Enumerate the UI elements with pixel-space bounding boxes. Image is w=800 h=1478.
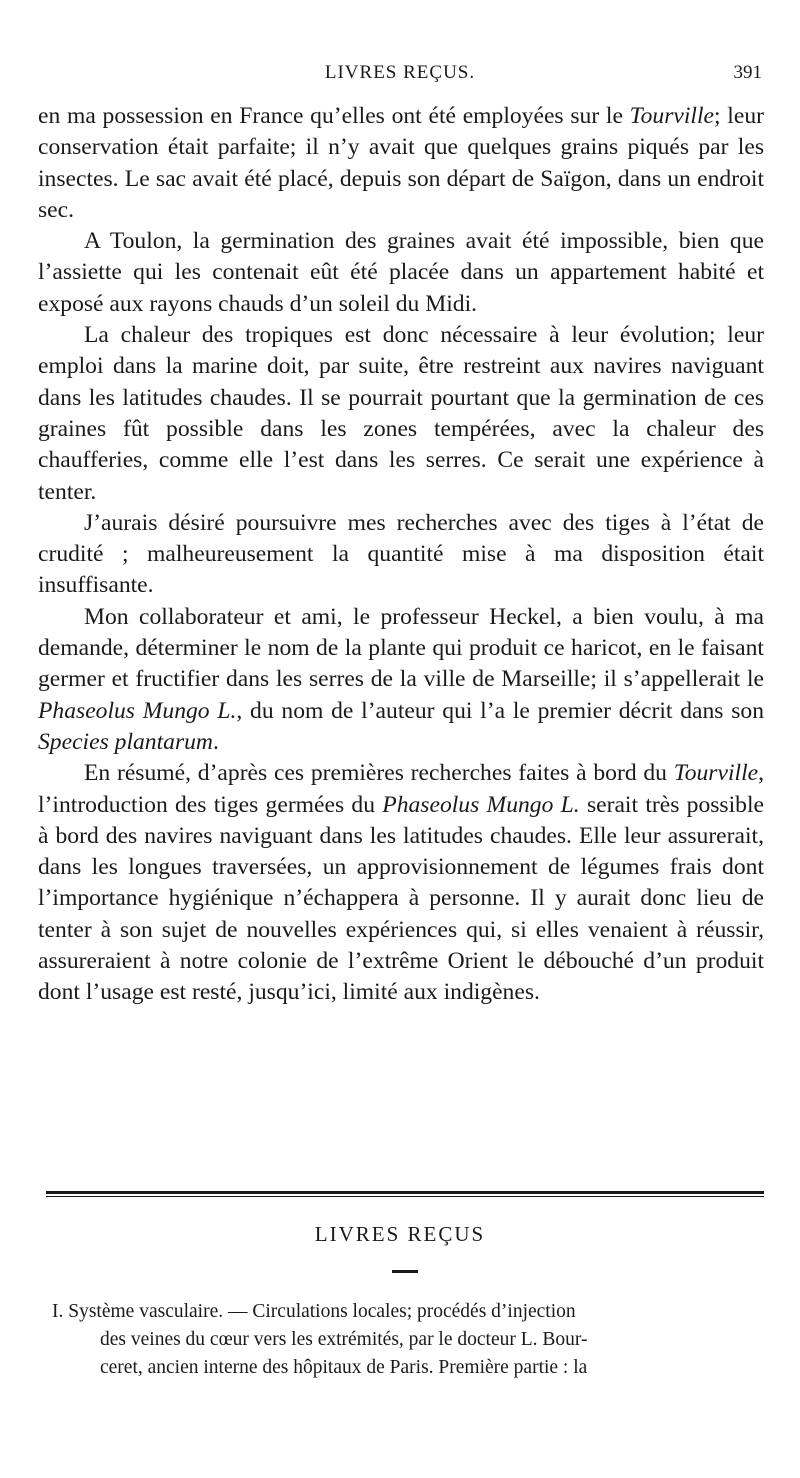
- book-entry-list: [52, 1298, 762, 1382]
- paragraph: [38, 101, 764, 226]
- paragraph: [38, 320, 764, 508]
- paragraph: [38, 226, 764, 320]
- italic-text: Phaseolus Mungo L.: [38, 697, 237, 724]
- book-entry: [52, 1298, 762, 1382]
- section-divider: [46, 1191, 764, 1194]
- entry-text: Système vasculaire. — Circulations locales; procédés d’injection: [68, 1301, 576, 1322]
- text-run: A Toulon, la germination des graines avait été impossible, bien que l’assiette qui les contenait eût été placée dans un appartement habité et exposé aux rayons chauds d’un soleil du Midi.: [38, 228, 764, 317]
- text-run: , du nom de l’auteur qui l’a le premier décrit dans son: [236, 697, 765, 724]
- paragraph: [38, 758, 764, 1008]
- italic-text: Tourville: [629, 103, 715, 129]
- section-title: LIVRES REÇUS: [314, 1222, 486, 1246]
- running-head: [38, 62, 762, 92]
- text-run: serait très possible à bord des navires naviguant dans les latitudes chaudes. Elle leur assurerait, dans les longues traversées, un approvisionnement de légumes frais dont l’importance hygiénique n’échappera à personne. Il y aurait donc lieu de tenter à son sujet de nouvelles expériences qui, si elles venaient à réussir, assureraient à notre colonie de l’extrême Orient le débouché d’un produit dont l’usage est resté, jusqu’ici, limité aux indigènes.: [38, 791, 764, 1006]
- italic-text: Phaseolus Mungo L.: [382, 791, 580, 818]
- text-run: ; leur conservation était parfaite; il n’y avait que quelques grains piqués par les insectes. Le sac avait été placé, depuis son départ de Saïgon, dans un endroit sec.: [38, 103, 764, 223]
- text-run: En résumé, d’après ces premières recherches faites à bord du: [84, 760, 674, 787]
- text-run: en ma possession en France qu’elles ont été employées sur le: [38, 103, 630, 129]
- running-title: LIVRES REÇUS.: [324, 62, 476, 83]
- text-run: La chaleur des tropiques est donc nécessaire à leur évolution; leur emploi dans la marine doit, par suite, être restreint aux navires naviguant dans les latitudes chaudes. Il se pourrait pourtant que la germination de ces graines fût possible dans les zones tempérées, avec la chaleur des chaufferies, comme elle l’est dans les serres. Ce serait une expérience à tenter.: [38, 322, 764, 505]
- entry-line: [90, 1354, 762, 1382]
- text-run: .: [212, 728, 219, 755]
- italic-text: Species plantarum: [38, 728, 213, 755]
- italic-text: Tourville: [673, 760, 759, 787]
- body-text: [38, 101, 764, 1009]
- page-number: 391: [733, 62, 762, 83]
- text-run: J’aurais désiré poursuivre mes recherches avec des tiges à l’état de crudité ; malheureusement la quantité mise à ma disposition était insuffisante.: [38, 509, 764, 599]
- section-divider-thin: [46, 1196, 764, 1197]
- entry-text: ceret, ancien interne des hôpitaux de Paris. Première partie : la: [100, 1357, 588, 1378]
- entry-number: I.: [52, 1301, 69, 1322]
- paragraph: [38, 508, 764, 602]
- text-run: , l’introduction des tiges germées du: [38, 760, 764, 818]
- entry-text: des veines du cœur vers les extrémités, par le docteur L. Bour-: [100, 1329, 588, 1350]
- entry-line: [52, 1298, 762, 1326]
- title-rule: [392, 1270, 418, 1273]
- paragraph: [38, 602, 764, 758]
- text-run: Mon collaborateur et ami, le professeur Heckel, a bien voulu, à ma demande, déterminer le nom de la plante qui produit ce haricot, en le faisant germer et fructifier dans les serres de la ville de Marseille; il s’appellerait le: [38, 603, 764, 693]
- entry-line: [90, 1326, 762, 1354]
